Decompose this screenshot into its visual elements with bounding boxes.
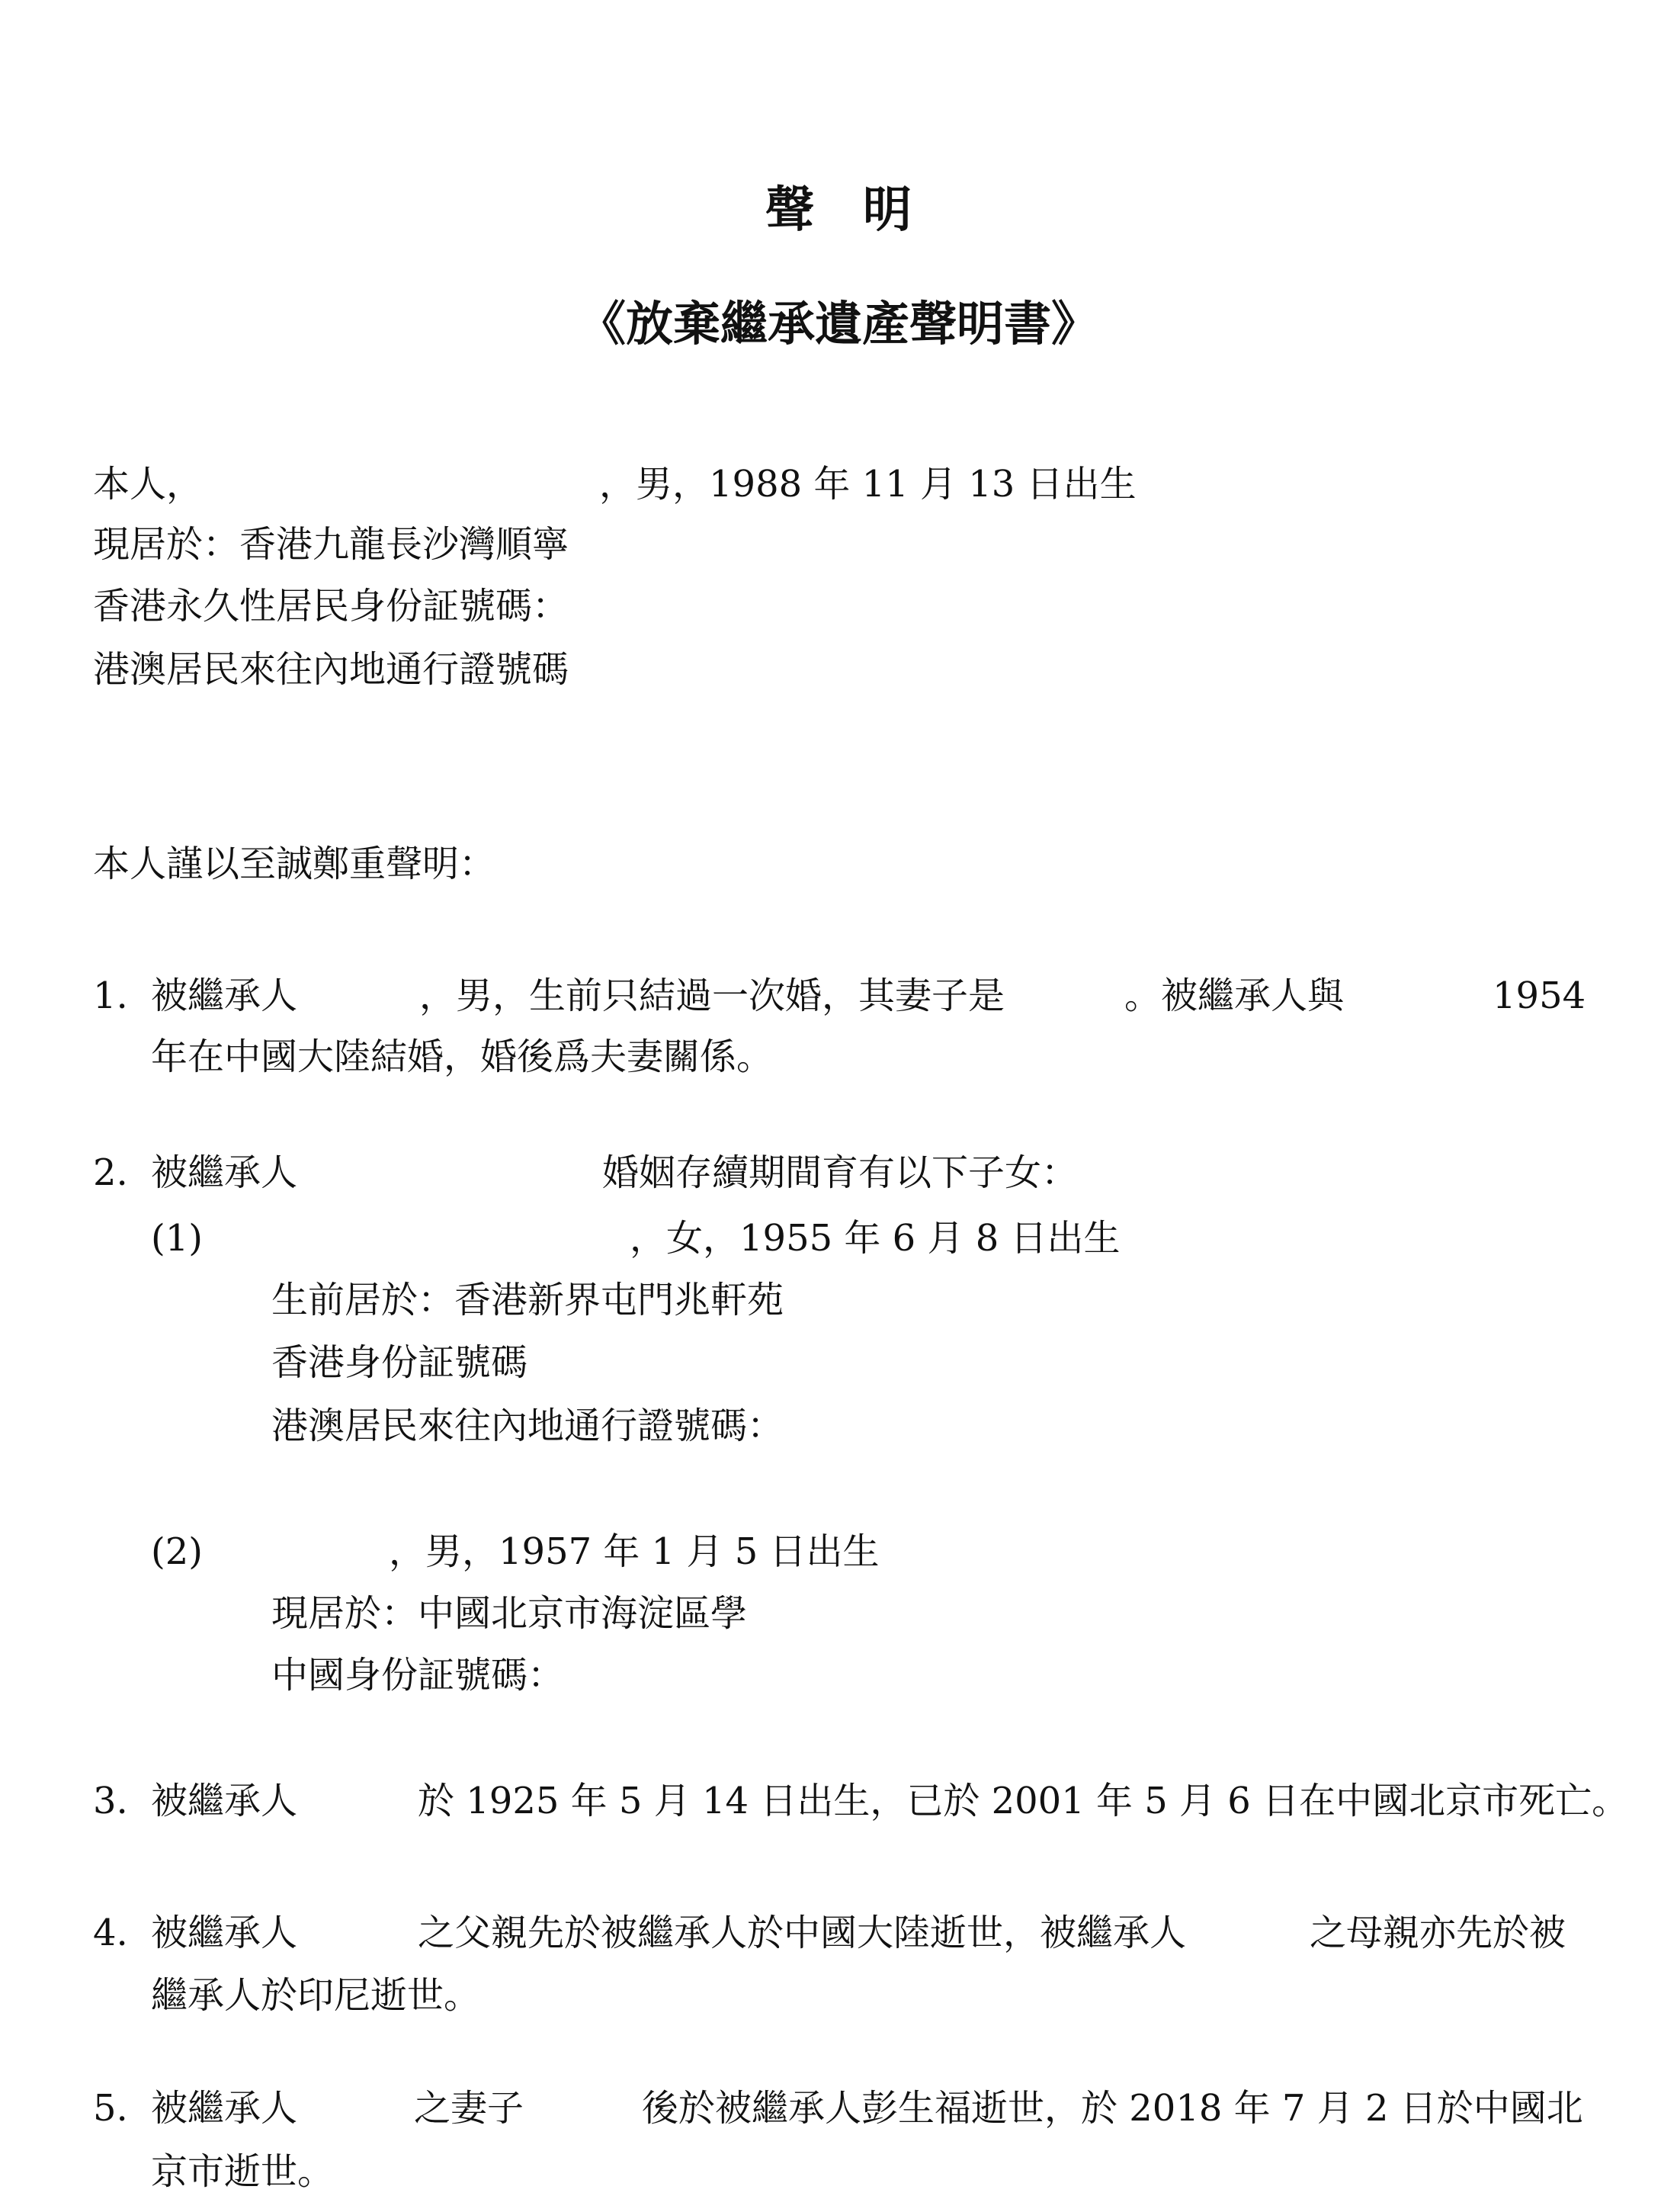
- child1-residence: 生前居於：香港新界屯門兆軒苑: [271, 1279, 784, 1321]
- item1-line2: 年在中國大陸結婚，婚後爲夫妻關係。: [151, 1035, 774, 1078]
- item4-text-a: 被繼承人: [151, 1912, 298, 1954]
- item5-text-a: 被繼承人: [151, 2087, 298, 2130]
- item3-text-a: 被繼承人: [151, 1780, 298, 1822]
- child2-label: (2): [151, 1530, 203, 1573]
- item1-text-c: 。被繼承人與: [1124, 974, 1345, 1017]
- declarant-name-prefix: 本人，: [93, 463, 204, 506]
- child2-residence: 現居於：中國北京市海淀區學: [271, 1592, 748, 1635]
- child2-id: 中國身份証號碼：: [271, 1654, 565, 1697]
- document-subtitle: 《放棄繼承遺產聲明書》: [578, 296, 1098, 352]
- item4-number: 4.: [93, 1912, 128, 1954]
- item5-number: 5.: [93, 2087, 128, 2130]
- child1-id: 香港身份証號碼: [271, 1341, 528, 1384]
- item4-text-c: 之母親亦先於被: [1310, 1912, 1566, 1954]
- declarant-hkid: 香港永久性居民身份証號碼：: [93, 585, 569, 628]
- item2-text-b: 婚姻存續期間育有以下子女：: [602, 1151, 1079, 1194]
- declarant-birth-info: ，男，1988 年 11 月 13 日出生: [599, 463, 1137, 506]
- item4-text-b: 之父親先於被繼承人於中國大陸逝世，被繼承人: [418, 1912, 1187, 1954]
- item3-number: 3.: [93, 1780, 128, 1822]
- child1-label: (1): [151, 1217, 203, 1260]
- item1-text-d: 1954: [1493, 974, 1586, 1017]
- item5-text-c: 後於被繼承人彭生福逝世，於 2018 年 7 月 2 日於中國北: [642, 2087, 1583, 2130]
- item2-number: 2.: [93, 1151, 128, 1194]
- child2-info: ，男，1957 年 1 月 5 日出生: [389, 1530, 880, 1573]
- child1-info: ，女，1955 年 6 月 8 日出生: [630, 1217, 1121, 1260]
- item2-text-a: 被繼承人: [151, 1151, 298, 1194]
- item4-line2: 繼承人於印尼逝世。: [151, 1974, 481, 2017]
- item5-line2: 京市逝世。: [151, 2150, 335, 2193]
- item5-text-b: 之妻子: [414, 2087, 524, 2130]
- item1-number: 1.: [93, 974, 128, 1017]
- declarant-residence: 現居於：香港九龍長沙灣順寧: [93, 523, 569, 566]
- declarant-permit: 港澳居民來往內地通行證號碼: [93, 648, 569, 691]
- document-title: 聲 明: [765, 181, 912, 239]
- item1-text-a: 被繼承人: [151, 974, 298, 1017]
- child1-permit: 港澳居民來往內地通行證號碼：: [271, 1405, 784, 1447]
- declaration-intro: 本人謹以至誠鄭重聲明：: [93, 843, 496, 885]
- item1-text-b: ，男，生前只結過一次婚，其妻子是: [419, 974, 1005, 1017]
- item3-text-b: 於 1925 年 5 月 14 日出生，已於 2001 年 5 月 6 日在中國北京市死亡。: [418, 1780, 1629, 1822]
